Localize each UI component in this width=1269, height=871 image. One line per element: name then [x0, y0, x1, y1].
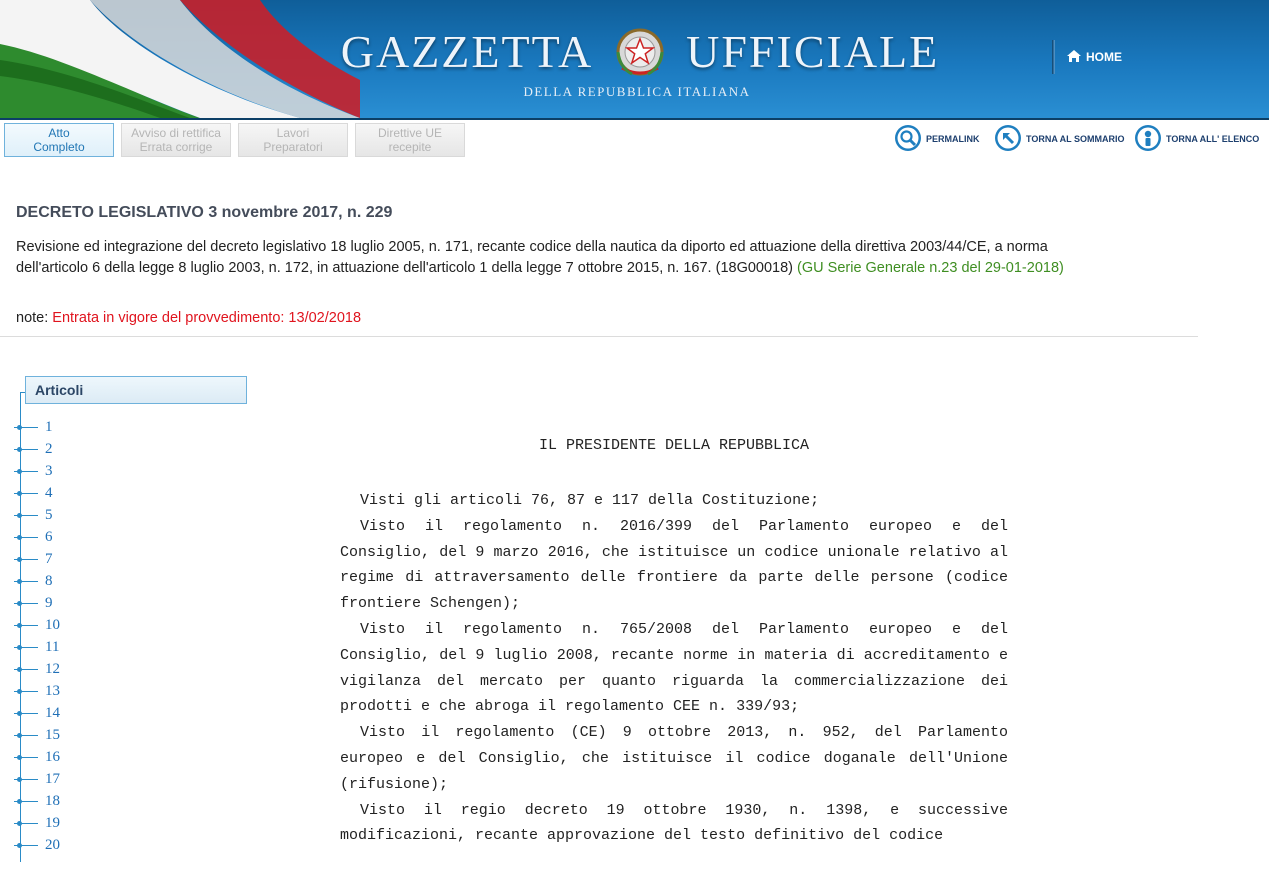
elenco-label: TORNA ALL' ELENCO	[1166, 134, 1260, 144]
site-subtitle: DELLA REPUBBLICA ITALIANA	[523, 84, 751, 99]
tree-node-dot	[17, 777, 22, 782]
tab-label-line2: Preparatori	[263, 140, 323, 154]
articoli-heading[interactable]: Articoli	[25, 376, 247, 404]
tree-node-dot	[17, 755, 22, 760]
article-number[interactable]: 7	[45, 550, 53, 567]
law-paragraph: Visto il regolamento n. 765/2008 del Parlamento europeo e del Consiglio, del 9 luglio 2008, recante norme in materia di accreditamento e vigilanza del mercato per quanto riguarda la commercializzazione dei prodotti e che abroga il regolamento CEE n. 339/93;	[340, 620, 1008, 716]
law-paragraph: Visti gli articoli 76, 87 e 117 della Costituzione;	[360, 492, 820, 509]
article-item[interactable]	[14, 592, 60, 614]
article-number[interactable]: 14	[45, 704, 60, 721]
tab-label-line1: Lavori	[276, 126, 310, 140]
article-number[interactable]: 3	[45, 462, 53, 479]
tree-branch	[14, 581, 38, 582]
tab-atto-completo[interactable]	[4, 123, 114, 157]
article-item[interactable]	[14, 526, 60, 548]
tree-node-dot	[17, 535, 22, 540]
permalink-label: PERMALINK	[926, 134, 980, 144]
article-number[interactable]: 13	[45, 682, 60, 699]
tree-node-dot	[17, 821, 22, 826]
decree-description	[16, 237, 1088, 279]
tree-branch	[14, 779, 38, 780]
article-item[interactable]	[14, 548, 60, 570]
toolbar	[0, 118, 1269, 162]
article-number[interactable]: 16	[45, 748, 60, 765]
article-number[interactable]: 1	[45, 418, 53, 435]
tab-label-line1: Atto	[48, 126, 70, 140]
back-arrow-icon	[994, 124, 1022, 154]
article-number[interactable]: 6	[45, 528, 53, 545]
tree-node-dot	[17, 513, 22, 518]
tree-node-dot	[17, 645, 22, 650]
home-label: HOME	[1086, 50, 1122, 64]
home-link[interactable]	[1066, 48, 1122, 66]
article-item[interactable]	[14, 438, 60, 460]
site-banner	[0, 0, 1269, 118]
tree-branch	[14, 801, 38, 802]
tree-branch	[14, 471, 38, 472]
article-number[interactable]: 10	[45, 616, 60, 633]
article-item[interactable]	[14, 702, 60, 724]
tree-node-dot	[17, 601, 22, 606]
article-item[interactable]	[14, 416, 60, 438]
tab-label-line2: Errata corrige	[139, 140, 213, 154]
tree-branch	[14, 603, 38, 604]
article-item[interactable]	[14, 768, 60, 790]
tree-node-dot	[17, 491, 22, 496]
tree-node-dot	[17, 623, 22, 628]
article-item[interactable]	[14, 570, 60, 592]
decree-note	[16, 310, 361, 326]
decree-description-text: Revisione ed integrazione del decreto legislativo 18 luglio 2005, n. 171, recante codice della nautica da diporto ed attuazione della direttiva 2003/44/CE, a norma dell'articolo 6 della legge 8 luglio 2003, n. 172, in attuazione dell'articolo 1 della legge 7 ottobre 2015, n. 167. (18G00018)	[16, 239, 1048, 276]
torna-elenco-link[interactable]	[1134, 126, 1259, 152]
tree-node-dot	[17, 447, 22, 452]
article-number[interactable]: 19	[45, 814, 60, 831]
tree-node-dot	[17, 469, 22, 474]
tab-direttive-ue[interactable]	[355, 123, 465, 157]
tree-branch	[14, 735, 38, 736]
tree-node-dot	[17, 733, 22, 738]
tree-branch	[14, 669, 38, 670]
article-number[interactable]: 18	[45, 792, 60, 809]
article-number[interactable]: 12	[45, 660, 60, 677]
sommario-label: TORNA AL SOMMARIO	[1026, 134, 1125, 144]
tree-node-dot	[17, 557, 22, 562]
italian-emblem-icon	[610, 22, 670, 82]
tree-branch	[14, 449, 38, 450]
tab-label-line1: Direttive UE	[377, 126, 442, 140]
tree-branch	[14, 515, 38, 516]
tree-branch	[14, 757, 38, 758]
tab-label-line2: Completo	[33, 140, 85, 154]
permalink-link[interactable]	[894, 126, 980, 152]
magnifier-icon	[894, 124, 922, 154]
tree-branch	[14, 845, 38, 846]
note-text: Entrata in vigore del provvedimento: 13/02/2018	[52, 310, 362, 326]
article-item[interactable]	[14, 636, 60, 658]
site-title	[300, 22, 980, 82]
article-item[interactable]	[14, 482, 60, 504]
article-item[interactable]	[14, 746, 60, 768]
article-number[interactable]: 5	[45, 506, 53, 523]
law-paragraph: Visto il regolamento n. 2016/399 del Parlamento europeo e del Consiglio, del 9 marzo 2016, che istituisce un codice unionale relativo al regime di attraversamento delle frontiere da parte delle persone (codice frontiere Schengen);	[340, 517, 1008, 613]
person-list-icon	[1134, 124, 1162, 154]
tree-node-dot	[17, 843, 22, 848]
article-item[interactable]	[14, 812, 60, 834]
article-number[interactable]: 11	[45, 638, 60, 655]
article-number[interactable]: 8	[45, 572, 53, 589]
home-icon	[1066, 49, 1082, 66]
divider	[0, 336, 1198, 337]
law-paragraph: Visto il regolamento (CE) 9 ottobre 2013, n. 952, del Parlamento europeo e del Consiglio, che istituisce il codice doganale dell'Unione (rifusione);	[340, 724, 1008, 793]
tree-node-dot	[17, 689, 22, 694]
article-item[interactable]	[14, 658, 60, 680]
home-separator	[1052, 40, 1055, 74]
title-left: GAZZETTA	[340, 26, 594, 77]
article-number[interactable]: 20	[45, 836, 60, 853]
law-heading: IL PRESIDENTE DELLA REPUBBLICA	[538, 437, 810, 454]
tree-branch	[14, 691, 38, 692]
tab-lavori-preparatori[interactable]	[238, 123, 348, 157]
article-number[interactable]: 9	[45, 594, 53, 611]
law-body	[340, 436, 1008, 861]
tab-label-line2: recepite	[388, 140, 432, 154]
tree-branch	[14, 427, 38, 428]
tree-node-dot	[17, 425, 22, 430]
note-label: note:	[16, 310, 49, 326]
article-item[interactable]	[14, 504, 60, 526]
tree-branch	[14, 823, 38, 824]
torna-sommario-link[interactable]	[994, 126, 1125, 152]
article-number[interactable]: 2	[45, 440, 53, 457]
decree-title: DECRETO LEGISLATIVO 3 novembre 2017, n. 229	[16, 204, 393, 221]
article-item[interactable]	[14, 724, 60, 746]
article-number[interactable]: 15	[45, 726, 60, 743]
tree-node-dot	[17, 579, 22, 584]
law-paragraph: Visto il regio decreto 19 ottobre 1930, n. 1398, e successive modificazioni, recante approvazione del testo definitivo del codice	[340, 801, 1008, 845]
article-number[interactable]: 4	[45, 484, 53, 501]
title-right: UFFICIALE	[686, 26, 940, 77]
tree-branch	[14, 625, 38, 626]
article-item[interactable]	[14, 680, 60, 702]
tree-node-dot	[17, 711, 22, 716]
tree-branch	[14, 537, 38, 538]
article-item[interactable]	[14, 460, 60, 482]
article-list	[14, 416, 60, 856]
tree-branch	[14, 493, 38, 494]
tree-branch	[14, 647, 38, 648]
tree-node-dot	[17, 667, 22, 672]
tree-branch	[14, 559, 38, 560]
article-item[interactable]	[14, 614, 60, 636]
tab-avviso-rettifica[interactable]	[121, 123, 231, 157]
article-item[interactable]	[14, 834, 60, 856]
tab-label-line1: Avviso di rettifica	[131, 126, 221, 140]
tree-branch	[14, 713, 38, 714]
gu-reference-link[interactable]: (GU Serie Generale n.23 del 29-01-2018)	[797, 260, 1064, 276]
article-item[interactable]	[14, 790, 60, 812]
article-number[interactable]: 17	[45, 770, 60, 787]
tree-node-dot	[17, 799, 22, 804]
